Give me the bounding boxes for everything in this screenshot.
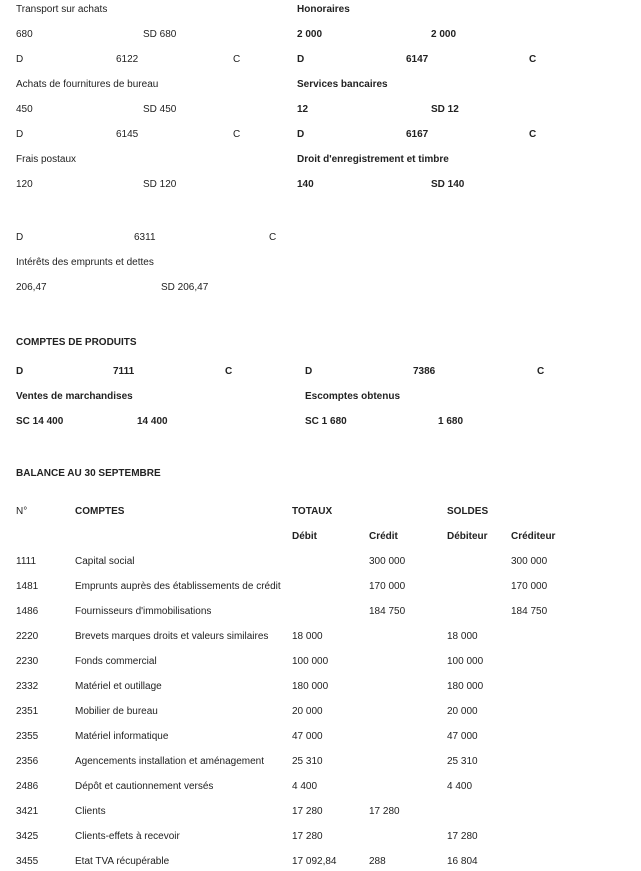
row-account-name: Etat TVA récupérable	[75, 856, 170, 867]
debit-marker: D	[16, 366, 24, 377]
row-balance-debtor: 47 000	[447, 731, 478, 742]
account-title-transport: Transport sur achats	[16, 4, 108, 15]
account-number: 6145	[116, 129, 139, 140]
account-amount: 450	[16, 104, 33, 115]
column-header-debtor: Débiteur	[447, 531, 488, 542]
column-header-totals: TOTAUX	[292, 506, 333, 517]
row-account-number: 1486	[16, 606, 39, 617]
credit-marker: C	[529, 129, 537, 140]
debit-marker: D	[305, 366, 313, 377]
section-heading-produits: COMPTES DE PRODUITS	[16, 337, 137, 348]
row-balance-debtor: 100 000	[447, 656, 484, 667]
row-balance-debtor: 17 280	[447, 831, 478, 842]
row-total-debit: 17 092,84	[292, 856, 337, 867]
account-amount: 1 680	[438, 416, 464, 427]
row-account-name: Dépôt et cautionnement versés	[75, 781, 214, 792]
row-account-name: Clients-effets à recevoir	[75, 831, 180, 842]
account-number: 6122	[116, 54, 139, 65]
account-amount: 12	[297, 104, 309, 115]
account-amount: 206,47	[16, 282, 47, 293]
account-balance: SD 680	[143, 29, 177, 40]
row-total-debit: 47 000	[292, 731, 323, 742]
debit-marker: D	[16, 232, 24, 243]
column-header-accounts: COMPTES	[75, 506, 125, 517]
account-balance: SD 450	[143, 104, 177, 115]
row-total-debit: 25 310	[292, 756, 323, 767]
row-total-credit: 17 280	[369, 806, 400, 817]
account-number: 6311	[134, 232, 156, 243]
account-balance: SD 206,47	[161, 282, 209, 293]
row-account-name: Matériel et outillage	[75, 681, 162, 692]
account-title-services-bancaires: Services bancaires	[297, 79, 388, 90]
debit-marker: D	[16, 54, 24, 65]
account-number: 7386	[413, 366, 436, 377]
row-balance-debtor: 20 000	[447, 706, 478, 717]
account-amount: 680	[16, 29, 33, 40]
account-balance: SC 1 680	[305, 416, 347, 427]
row-balance-debtor: 18 000	[447, 631, 478, 642]
credit-marker: C	[225, 366, 233, 377]
row-account-number: 2332	[16, 681, 39, 692]
account-number: 7111	[113, 366, 135, 377]
account-amount: 120	[16, 179, 33, 190]
row-account-name: Fournisseurs d'immobilisations	[75, 606, 212, 617]
debit-marker: D	[16, 129, 24, 140]
row-account-number: 2486	[16, 781, 39, 792]
row-account-number: 2351	[16, 706, 39, 717]
section-heading-balance: BALANCE AU 30 SEPTEMBRE	[16, 468, 161, 479]
row-balance-debtor: 16 804	[447, 856, 478, 867]
row-account-name: Emprunts auprès des établissements de crédit	[75, 581, 281, 592]
column-header-balances: SOLDES	[447, 506, 489, 517]
account-balance: 2 000	[431, 29, 457, 40]
account-amount: 2 000	[297, 29, 323, 40]
row-balance-debtor: 25 310	[447, 756, 478, 767]
row-account-number: 2230	[16, 656, 39, 667]
row-total-debit: 17 280	[292, 831, 323, 842]
credit-marker: C	[537, 366, 545, 377]
row-account-number: 3421	[16, 806, 39, 817]
account-title-ventes: Ventes de marchandises	[16, 391, 133, 402]
account-amount: 14 400	[137, 416, 168, 427]
row-account-name: Clients	[75, 806, 106, 817]
account-title-frais-postaux: Frais postaux	[16, 154, 77, 165]
row-total-credit: 300 000	[369, 556, 406, 567]
account-title-escomptes: Escomptes obtenus	[305, 391, 401, 402]
credit-marker: C	[233, 129, 241, 140]
row-total-debit: 100 000	[292, 656, 329, 667]
row-total-debit: 18 000	[292, 631, 323, 642]
debit-marker: D	[297, 54, 305, 65]
column-header-credit: Crédit	[369, 531, 398, 542]
row-account-number: 2356	[16, 756, 39, 767]
account-number: 6167	[406, 129, 429, 140]
credit-marker: C	[269, 232, 277, 243]
row-balance-creditor: 184 750	[511, 606, 548, 617]
row-total-debit: 20 000	[292, 706, 323, 717]
row-balance-creditor: 170 000	[511, 581, 548, 592]
credit-marker: C	[529, 54, 537, 65]
credit-marker: C	[233, 54, 241, 65]
row-account-name: Agencements installation et aménagement	[75, 756, 265, 767]
row-total-debit: 180 000	[292, 681, 329, 692]
debit-marker: D	[297, 129, 305, 140]
column-header-debit: Débit	[292, 531, 317, 542]
row-account-number: 3455	[16, 856, 39, 867]
row-account-number: 2220	[16, 631, 39, 642]
row-balance-debtor: 180 000	[447, 681, 484, 692]
account-balance: SD 12	[431, 104, 459, 115]
account-title-interets: Intérêts des emprunts et dettes	[16, 257, 154, 268]
account-balance: SC 14 400	[16, 416, 64, 427]
row-account-name: Matériel informatique	[75, 731, 169, 742]
row-account-number: 1111	[16, 556, 37, 567]
row-account-name: Mobilier de bureau	[75, 706, 158, 717]
row-total-debit: 4 400	[292, 781, 318, 792]
row-account-name: Fonds commercial	[75, 656, 157, 667]
account-amount: 140	[297, 179, 314, 190]
row-account-name: Capital social	[75, 556, 135, 567]
row-account-number: 3425	[16, 831, 39, 842]
row-account-number: 1481	[16, 581, 39, 592]
row-total-credit: 184 750	[369, 606, 406, 617]
row-balance-creditor: 300 000	[511, 556, 548, 567]
row-balance-debtor: 4 400	[447, 781, 473, 792]
account-title-droit-enregistrement: Droit d'enregistrement et timbre	[297, 154, 449, 165]
row-account-name: Brevets marques droits et valeurs similaires	[75, 631, 269, 642]
account-number: 6147	[406, 54, 429, 65]
row-total-debit: 17 280	[292, 806, 323, 817]
account-balance: SD 120	[143, 179, 177, 190]
account-title-fournitures: Achats de fournitures de bureau	[16, 79, 159, 90]
row-total-credit: 288	[369, 856, 386, 867]
column-header-creditor: Créditeur	[511, 531, 556, 542]
account-balance: SD 140	[431, 179, 465, 190]
column-header-number: N°	[16, 506, 28, 517]
account-title-honoraires: Honoraires	[297, 4, 350, 15]
row-total-credit: 170 000	[369, 581, 406, 592]
row-account-number: 2355	[16, 731, 39, 742]
